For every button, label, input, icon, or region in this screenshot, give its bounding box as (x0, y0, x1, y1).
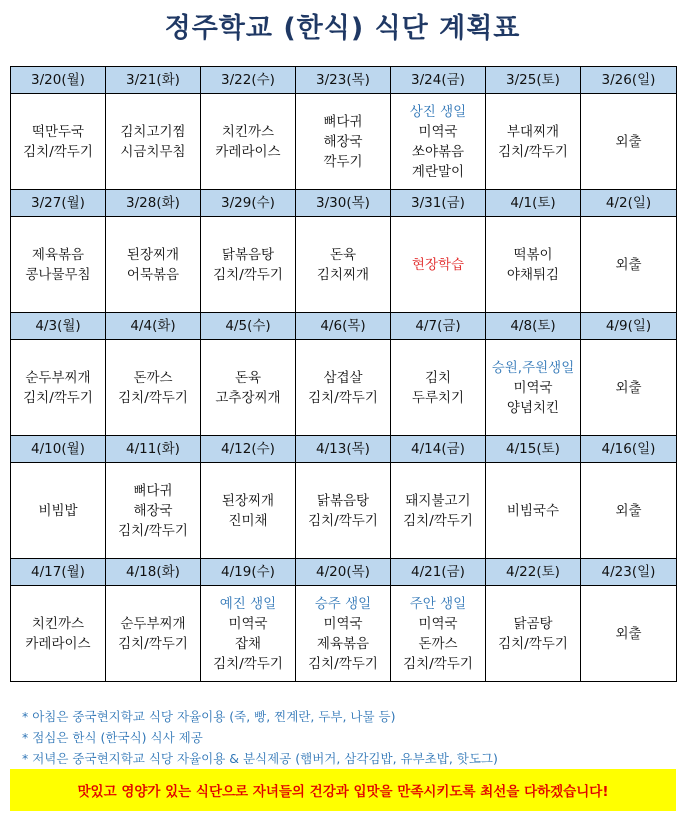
menu-item: 제육볶음 (31, 246, 85, 263)
menu-item: 두루치기 (411, 389, 465, 406)
menu-item: 김치/깍두기 (213, 266, 283, 283)
birthday-note: 주안 생일 (409, 595, 467, 612)
date-cell: 4/22(토) (486, 559, 581, 586)
menu-item: 김치/깍두기 (403, 655, 473, 672)
menu-cell (201, 217, 296, 313)
menu-item: 떡만두국 (31, 123, 85, 140)
menu-item: 계란말이 (411, 163, 465, 180)
date-cell: 4/17(월) (11, 559, 106, 586)
date-cell: 4/12(수) (201, 436, 296, 463)
note-breakfast: * 아침은 중국현지학교 식당 자율이용 (죽, 빵, 찐계란, 두부, 나물 등) (22, 709, 396, 724)
date-header-row (11, 190, 677, 217)
date-cell: 3/25(토) (486, 67, 581, 94)
menu-item: 된장찌개 (221, 492, 275, 509)
menu-item: 김치고기찜 (120, 123, 186, 140)
menu-item: 미역국 (513, 379, 553, 396)
menu-cell (11, 463, 106, 559)
menu-item: 김치찌개 (316, 266, 370, 283)
date-cell: 4/16(일) (581, 436, 677, 463)
menu-item: 콩나물무침 (25, 266, 91, 283)
date-cell: 4/7(금) (391, 313, 486, 340)
date-cell: 3/27(월) (11, 190, 106, 217)
closing-banner: 맛있고 영양가 있는 식단으로 자녀들의 건강과 입맛을 만족시키도록 최선을 다하겠습니다! (10, 769, 676, 811)
menu-item: 고추장찌개 (215, 389, 281, 406)
menu-cell (391, 586, 486, 682)
menu-item: 잡채 (234, 635, 262, 652)
menu-item: 미역국 (323, 615, 363, 632)
menu-item: 김치/깍두기 (498, 635, 568, 652)
date-cell: 4/21(금) (391, 559, 486, 586)
menu-item: 치킨까스 (31, 615, 85, 632)
menu-item: 돼지불고기 (405, 492, 471, 509)
note-dinner: * 저녁은 중국현지학교 식당 자율이용 & 분식제공 (햄버거, 삼각김밥, 유부초밥, 핫도그) (22, 751, 498, 766)
menu-cell (201, 586, 296, 682)
meal-plan-table (10, 66, 677, 682)
menu-cell (106, 94, 201, 190)
menu-cell (11, 586, 106, 682)
menu-cell (11, 217, 106, 313)
menu-item: 외출 (615, 379, 642, 396)
menu-item: 닭볶음탕 (221, 246, 275, 263)
menu-item: 비빔밥 (38, 502, 78, 519)
birthday-note: 승원,주원생일 (491, 359, 575, 376)
menu-cell (486, 586, 581, 682)
menu-item: 깍두기 (323, 153, 363, 170)
date-cell: 4/11(화) (106, 436, 201, 463)
menu-item: 순두부찌개 (25, 369, 91, 386)
menu-item: 돈육 (234, 369, 262, 386)
menu-item: 김치/깍두기 (498, 143, 568, 160)
date-cell: 4/3(월) (11, 313, 106, 340)
menu-item: 김치/깍두기 (118, 389, 188, 406)
note-lunch: * 점심은 한식 (한국식) 식사 제공 (22, 730, 203, 745)
date-cell: 4/23(일) (581, 559, 677, 586)
menu-cell (11, 340, 106, 436)
menu-item: 카레라이스 (215, 143, 281, 160)
date-cell: 4/8(토) (486, 313, 581, 340)
menu-cell (486, 463, 581, 559)
date-cell: 4/9(일) (581, 313, 677, 340)
menu-cell (106, 217, 201, 313)
menu-item: 떡볶이 (513, 246, 553, 263)
menu-cell (201, 463, 296, 559)
menu-item: 돈까스 (133, 369, 173, 386)
date-cell: 3/28(화) (106, 190, 201, 217)
menu-item: 김치/깍두기 (213, 655, 283, 672)
menu-cell (296, 217, 391, 313)
date-cell: 4/15(토) (486, 436, 581, 463)
menu-item: 미역국 (228, 615, 268, 632)
menu-cell (581, 217, 677, 313)
date-cell: 3/30(목) (296, 190, 391, 217)
notes (22, 706, 498, 769)
menu-item: 양념치킨 (506, 399, 560, 416)
menu-item: 카레라이스 (25, 635, 91, 652)
menu-cell (486, 94, 581, 190)
menu-cell (391, 463, 486, 559)
date-cell: 3/23(목) (296, 67, 391, 94)
menu-row (11, 463, 677, 559)
menu-cell (296, 463, 391, 559)
menu-cell (486, 217, 581, 313)
menu-cell (106, 586, 201, 682)
date-cell: 4/2(일) (581, 190, 677, 217)
date-header-row (11, 67, 677, 94)
menu-item: 외출 (615, 256, 642, 273)
menu-item: 뼈다귀 (323, 113, 363, 130)
date-cell: 4/1(토) (486, 190, 581, 217)
menu-item: 외출 (615, 625, 642, 642)
menu-cell (486, 340, 581, 436)
menu-item: 삼겹살 (323, 369, 363, 386)
date-cell: 3/22(수) (201, 67, 296, 94)
menu-item: 김치/깍두기 (23, 389, 93, 406)
menu-row (11, 94, 677, 190)
date-cell: 3/21(화) (106, 67, 201, 94)
menu-item: 뼈다귀 (133, 482, 173, 499)
menu-cell (11, 94, 106, 190)
menu-item: 된장찌개 (126, 246, 180, 263)
date-cell: 4/6(목) (296, 313, 391, 340)
menu-cell (106, 340, 201, 436)
menu-item: 비빔국수 (506, 502, 560, 519)
date-cell: 4/5(수) (201, 313, 296, 340)
menu-item: 야채튀김 (506, 266, 560, 283)
menu-item: 해장국 (133, 502, 173, 519)
date-cell: 4/10(월) (11, 436, 106, 463)
menu-item: 미역국 (418, 615, 458, 632)
menu-cell (581, 94, 677, 190)
menu-item: 미역국 (418, 123, 458, 140)
menu-item: 제육볶음 (316, 635, 370, 652)
date-cell: 3/26(일) (581, 67, 677, 94)
menu-item: 김치/깍두기 (23, 143, 93, 160)
menu-item: 김치/깍두기 (403, 512, 473, 529)
menu-item: 김치/깍두기 (118, 635, 188, 652)
menu-item: 김치/깍두기 (308, 389, 378, 406)
date-cell: 4/13(목) (296, 436, 391, 463)
menu-cell (581, 340, 677, 436)
date-cell: 3/24(금) (391, 67, 486, 94)
menu-cell (201, 340, 296, 436)
menu-item: 해장국 (323, 133, 363, 150)
menu-cell (296, 340, 391, 436)
page-title: 정주학교 (한식) 식단 계획표 (164, 13, 521, 44)
menu-item: 닭곰탕 (513, 615, 553, 632)
menu-cell (201, 94, 296, 190)
menu-item: 돈까스 (418, 635, 458, 652)
date-header-row (11, 559, 677, 586)
menu-row (11, 340, 677, 436)
menu-cell (296, 586, 391, 682)
date-cell: 4/18(화) (106, 559, 201, 586)
menu-cell (581, 586, 677, 682)
date-header-row (11, 313, 677, 340)
menu-cell (391, 340, 486, 436)
birthday-note: 예진 생일 (219, 595, 277, 612)
menu-item: 시금치무침 (120, 143, 186, 160)
date-cell: 4/20(목) (296, 559, 391, 586)
menu-cell (296, 94, 391, 190)
menu-cell (106, 463, 201, 559)
menu-cell (391, 217, 486, 313)
menu-item: 김치 (424, 369, 452, 386)
date-cell: 4/14(금) (391, 436, 486, 463)
menu-cell (391, 94, 486, 190)
menu-item: 김치/깍두기 (118, 522, 188, 539)
birthday-note: 승주 생일 (314, 595, 372, 612)
menu-cell (581, 463, 677, 559)
menu-item: 부대찌개 (506, 123, 560, 140)
menu-item: 김치/깍두기 (308, 512, 378, 529)
menu-item: 쏘야볶음 (411, 143, 465, 160)
menu-item: 외출 (615, 502, 642, 519)
menu-item: 외출 (615, 133, 642, 150)
menu-row (11, 586, 677, 682)
date-cell: 3/31(금) (391, 190, 486, 217)
field-trip-label: 현장학습 (411, 256, 465, 273)
date-cell: 4/19(수) (201, 559, 296, 586)
meal-plan-body (11, 67, 677, 682)
menu-item: 진미채 (228, 512, 268, 529)
menu-item: 김치/깍두기 (308, 655, 378, 672)
date-cell: 4/4(화) (106, 313, 201, 340)
menu-item: 돈육 (329, 246, 357, 263)
date-cell: 3/29(수) (201, 190, 296, 217)
menu-item: 어묵볶음 (126, 266, 180, 283)
menu-item: 치킨까스 (221, 123, 275, 140)
menu-item: 순두부찌개 (120, 615, 186, 632)
date-cell: 3/20(월) (11, 67, 106, 94)
date-header-row (11, 436, 677, 463)
menu-item: 닭볶음탕 (316, 492, 370, 509)
menu-row (11, 217, 677, 313)
birthday-note: 상진 생일 (409, 103, 467, 120)
